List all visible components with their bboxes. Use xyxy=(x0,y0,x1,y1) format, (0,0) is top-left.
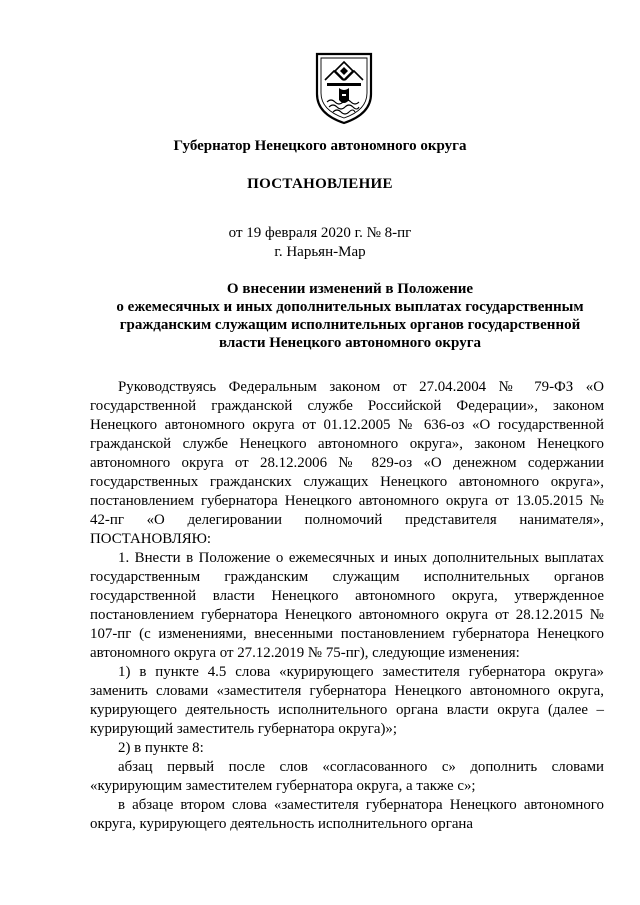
document-title xyxy=(90,280,610,352)
body-paragraph-subitem-2: 2) в пункте 8: xyxy=(118,740,204,756)
document-type: ПОСТАНОВЛЕНИЕ xyxy=(247,176,393,192)
title-line: О внесении изменений в Положение xyxy=(226,281,474,297)
document-date-number: от 19 февраля 2020 г. № 8-пг xyxy=(228,225,412,241)
body-paragraph-clause-2: в абзаце втором слова «заместителя губернатора Ненецкого автономного округа, курирующего деятельность исполнительного органа xyxy=(90,797,604,832)
title-line: власти Ненецкого автономного округа xyxy=(218,335,482,351)
document-place: г. Нарьян-Мар xyxy=(274,244,366,260)
body-paragraph-item-1: 1. Внести в Положение о ежемесячных и иных дополнительных выплатах государственным гражданским служащим исполнительных органов государственной власти Ненецкого автономного округа, утвержденное постановлением губернатора Ненецкого автономного округа от 28.12.2015 № 107-пг (с изменениями, внесенными постановлением губернатора Ненецкого автономного округа от 27.12.2019 № 75-пг), следующие изменения: xyxy=(90,550,604,661)
body-paragraph-clause-1: абзац первый после слов «согласованного с» дополнить словами «курирующим заместителем губернатора округа, а также с»; xyxy=(90,759,604,794)
body-paragraph-preamble: Руководствуясь Федеральным законом от 27.04.2004 № 79-ФЗ «О государственной гражданской службе Российской Федерации», законом Ненецкого автономного округа от 01.12.2005 № 636-оз «О государственной гражданской службе Ненецкого автономного округа», законом Ненецкого автономного округа от 28.12.2006 № 829-оз «О денежном содержании государственных гражданских служащих Ненецкого автономного округа», постановлением губернатора Ненецкого автономного округа от 13.05.2015 № 42-пг «О делегировании полномочий представителя нанимателя», ПОСТАНОВЛЯЮ: xyxy=(90,379,604,547)
coat-of-arms-icon xyxy=(313,50,375,126)
title-line: гражданским служащим исполнительных органов государственной xyxy=(119,317,581,333)
title-line: о ежемесячных и иных дополнительных выплатах государственным xyxy=(116,299,584,315)
document-body xyxy=(90,378,604,834)
body-paragraph-subitem-1: 1) в пункте 4.5 слова «курирующего заместителя губернатора округа» заменить словами «заместителя губернатора Ненецкого автономного округа, курирующего деятельность исполнительного органа власти округа (далее – курирующий заместитель губернатора округа)»; xyxy=(90,664,604,737)
issuing-authority: Губернатор Ненецкого автономного округа xyxy=(173,138,467,154)
